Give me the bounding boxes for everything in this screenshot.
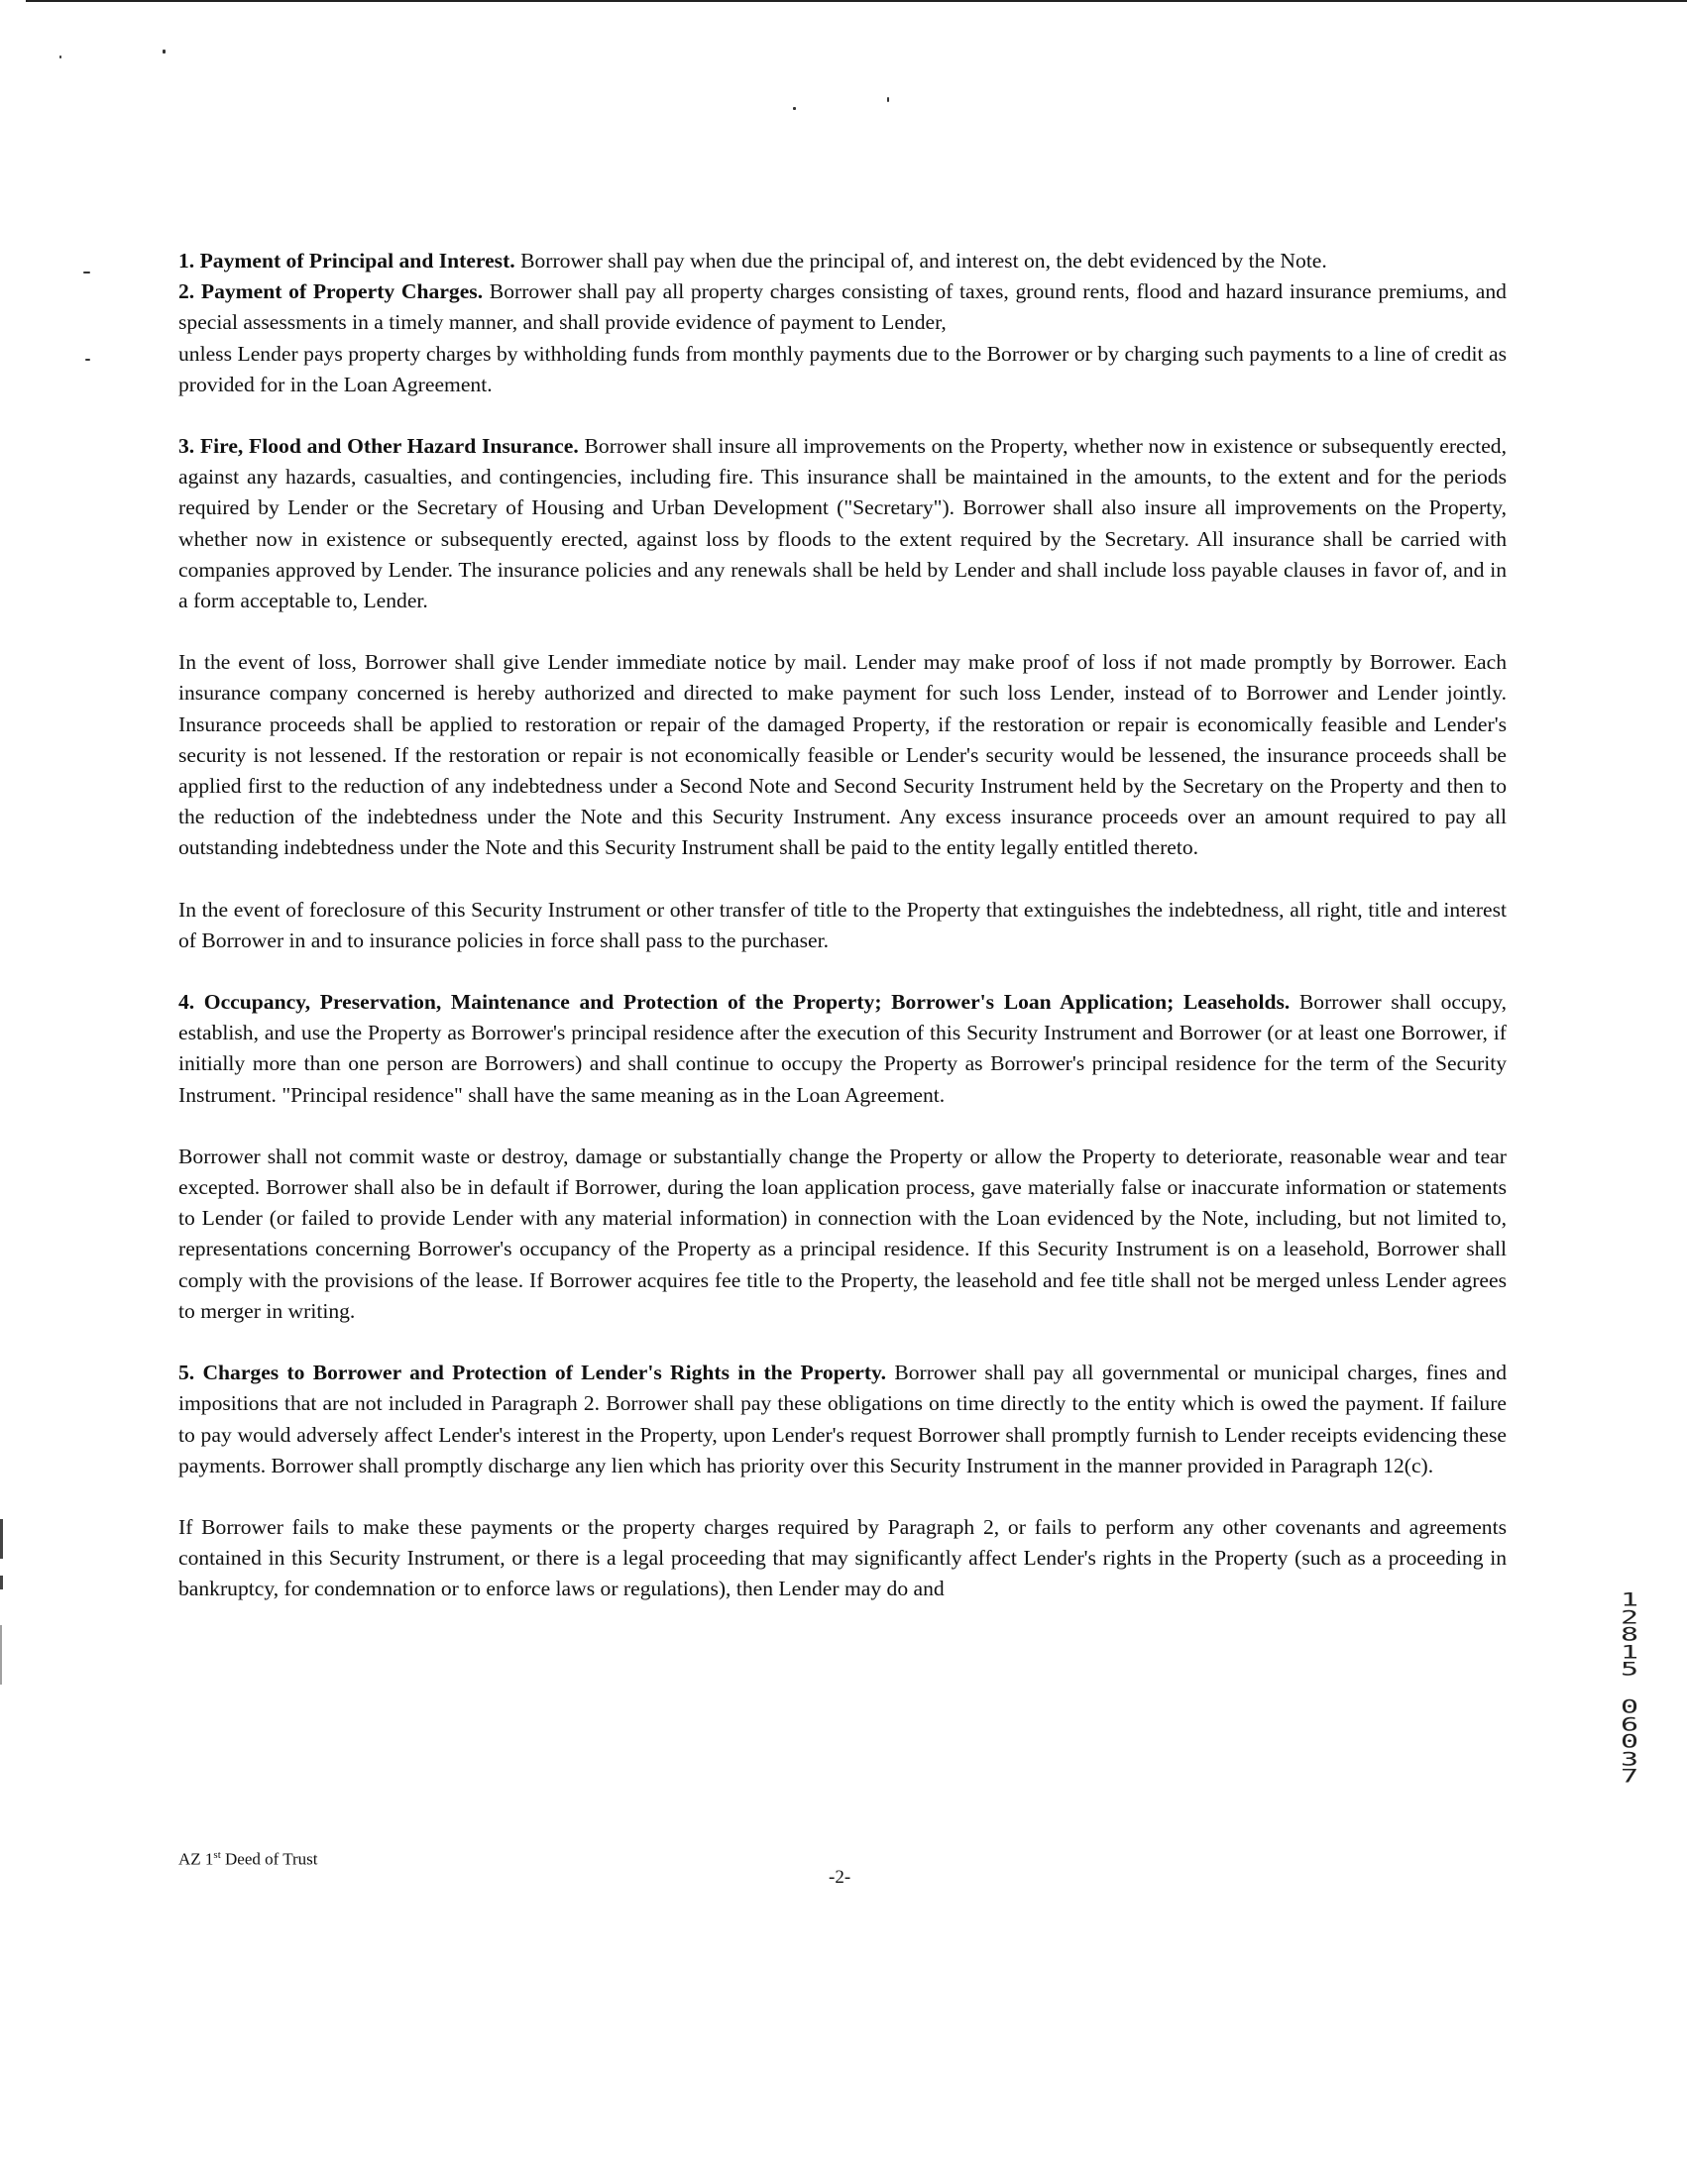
scan-speck [887, 97, 889, 102]
stamp-digit: 3 [1620, 1748, 1639, 1771]
paragraph-1-heading: 1. Payment of Principal and Interest. [178, 249, 515, 273]
footer-form-prefix: AZ 1 [178, 1849, 214, 1869]
stamp-digit: 5 [1620, 1659, 1639, 1681]
scan-speck [59, 55, 61, 58]
paragraph-3-loss-text: In the event of loss, Borrower shall give Lender immediate notice by mail. Lender may make proof of loss if not made promptly by Borrower. Each insurance company concerned is hereby authorized and directed to make payment for such loss Lender, instead of to Borrower and Lender jointly. Insurance proceeds shall be applied to restoration or repair of the damaged Property, if the restoration or repair is economically feasible and Lender's security is not lessened. If the restoration or repair is not economically feasible or Lender's security would be lessened, the insurance proceeds shall be applied first to the reduction of any indebtedness under a Second Note and Second Security Instrument held by the Secretary on the Property and then to the reduction of the indebtedness under the Note and this Security Instrument. Any excess insurance proceeds over an amount required to pay all outstanding indebtedness under the Note and this Security Instrument shall be paid to the entity legally entitled thereto. [178, 650, 1507, 860]
top-edge-rule [26, 0, 1687, 2]
paragraph-3 [178, 431, 1507, 616]
stamp-digit: 2 [1620, 1606, 1639, 1629]
footer-form-sup: st [213, 1849, 221, 1861]
paragraph-5-heading: 5. Charges to Borrower and Protection of Lender's Rights in the Property. [178, 1361, 887, 1385]
paragraph-4 [178, 987, 1507, 1111]
stamp-digit: 1 [1620, 1588, 1639, 1611]
paragraph-2-text-b: unless Lender pays property charges by withholding funds from monthly payments due to the Borrower or by charging such payments to a line of credit as provided for in the Loan Agreement. [178, 341, 1507, 396]
stamp-digit: 0 [1620, 1695, 1639, 1718]
stamp-digit: 0 [1620, 1730, 1639, 1753]
paragraph-5-failure-text: If Borrower fails to make these payments or the property charges required by Paragraph 2, or fails to perform any other covenants and agreements contained in this Security Instrument, or there is a legal proceeding that may significantly affect Lender's rights in the Property (such as a proceeding in bankruptcy, for condemnation or to enforce laws or regulations), then Lender may do and [178, 1514, 1507, 1601]
paragraph-2-text-a: Borrower shall pay all property charges consisting of taxes, ground rents, flood and hazard insurance premiums, and special assessments in a timely manner, and shall provide evidence of payment to Lender, [178, 279, 1507, 335]
left-edge-mark [0, 1625, 2, 1685]
paragraph-5 [178, 1358, 1507, 1481]
paragraph-2 [178, 276, 1507, 338]
stamp-digit: 1 [1620, 1641, 1639, 1664]
paragraph-2-heading: 2. Payment of Property Charges. [178, 279, 484, 304]
paragraph-1-text: Borrower shall pay when due the principal of, and interest on, the debt evidenced by the Note. [514, 249, 1327, 273]
stamp-digit: 8 [1620, 1623, 1639, 1646]
footer-form-name [178, 1849, 318, 1870]
stamp-digit: 7 [1620, 1766, 1639, 1788]
side-document-stamp [1613, 1588, 1646, 1788]
scan-speck [85, 359, 90, 361]
paragraph-1 [178, 246, 1507, 276]
paragraph-4-heading: 4. Occupancy, Preservation, Maintenance and Protection of the Property; Borrower's Loan Application; Leaseholds. [178, 990, 1291, 1015]
stamp-digit: 6 [1620, 1713, 1639, 1736]
paragraph-5-failure [178, 1512, 1507, 1605]
paragraph-3-loss [178, 647, 1507, 863]
paragraph-5-text: Borrower shall pay all governmental or municipal charges, fines and impositions that are not included in Paragraph 2. Borrower shall pay these obligations on time directly to the entity which is owed the payment. If failure to pay would adversely affect Lender's interest in the Property, upon Lender's request Borrower shall promptly furnish to Lender receipts evidencing these payments. Borrower shall promptly discharge any lien which has priority over this Security Instrument in the manner provided in Paragraph 12(c). [178, 1361, 1507, 1477]
paragraph-3-foreclosure [178, 895, 1507, 956]
scan-speck [83, 272, 90, 273]
left-edge-mark [0, 1576, 3, 1589]
footer-form-suffix: Deed of Trust [220, 1849, 318, 1869]
paragraph-2-continued [178, 339, 1507, 400]
paragraph-4-waste [178, 1142, 1507, 1327]
paragraph-4-waste-text: Borrower shall not commit waste or destroy, damage or substantially change the Property or allow the Property to deteriorate, reasonable wear and tear excepted. Borrower shall also be in default if Borrower, during the loan application process, gave materially false or inaccurate information or statements to Lender (or failed to provide Lender with any material information) in connection with the Loan evidenced by the Note, including, but not limited to, representations concerning Borrower's occupancy of the Property as a principal residence. If this Security Instrument is on a leasehold, Borrower shall comply with the provisions of the lease. If Borrower acquires fee title to the Property, the leasehold and fee title shall not be merged unless Lender agrees to merger in writing. [178, 1144, 1507, 1323]
paragraph-3-text: Borrower shall insure all improvements on the Property, whether now in existence or subsequently erected, against any hazards, casualties, and contingencies, including fire. This insurance shall be maintained in the amounts, to the extent and for the periods required by Lender or the Secretary of Housing and Urban Development ("Secretary"). Borrower shall also insure all improvements on the Property, whether now in existence or subsequently erected, against loss by floods to the extent required by the Secretary. All insurance shall be carried with companies approved by Lender. The insurance policies and any renewals shall be held by Lender and shall include loss payable clauses in favor of, and in a form acceptable to, Lender. [178, 434, 1507, 613]
page-number: -2- [829, 1867, 851, 1888]
document-body [178, 246, 1507, 1605]
scan-speck [793, 107, 796, 110]
paragraph-3-foreclosure-text: In the event of foreclosure of this Security Instrument or other transfer of title to the Property that extinguishes the indebtedness, all right, title and interest of Borrower in and to insurance policies in force shall pass to the purchaser. [178, 897, 1507, 952]
paragraph-3-heading: 3. Fire, Flood and Other Hazard Insurance. [178, 434, 579, 459]
scan-speck [163, 50, 166, 54]
left-edge-mark [0, 1519, 3, 1559]
paragraph-4-text: Borrower shall occupy, establish, and use the Property as Borrower's principal residence after the execution of this Security Instrument and Borrower (or at least one Borrower, if initially more than one person are Borrowers) and shall continue to occupy the Property as Borrower's principal residence for the term of the Security Instrument. "Principal residence" shall have the same meaning as in the Loan Agreement. [178, 990, 1507, 1107]
